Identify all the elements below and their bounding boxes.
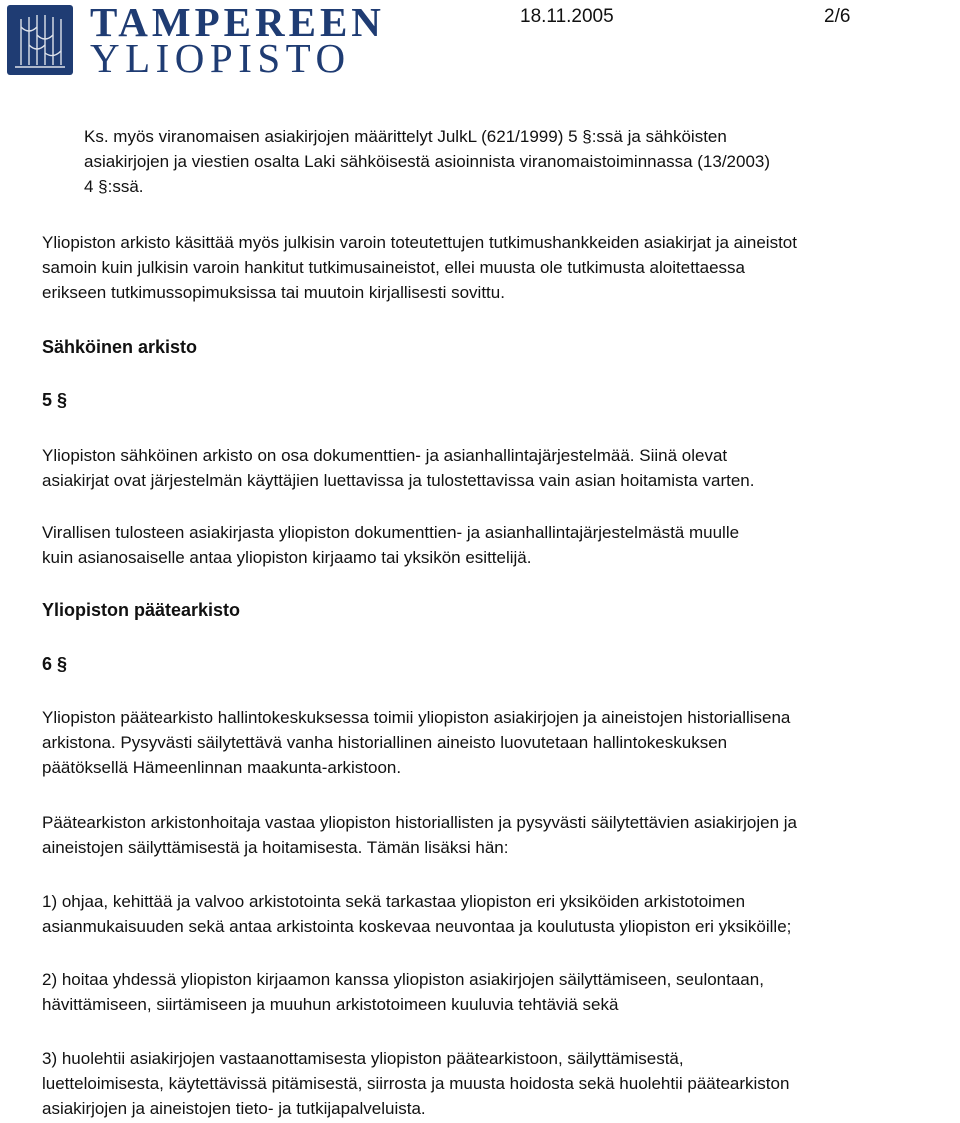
electronic-paragraph-1 <box>42 443 754 493</box>
heading-final-archive: Yliopiston päätearkisto <box>42 600 241 620</box>
final-paragraph-1 <box>42 705 790 780</box>
duty-item-1 <box>42 889 791 939</box>
text-line: samoin kuin julkisin varoin hankitut tutkimusaineistot, ellei muusta ole tutkimusta aloitettaessa <box>42 258 746 277</box>
text-line: luetteloimisesta, käytettävissä pitämisestä, siirrosta ja muusta hoidosta sekä huolehtii päätearkiston <box>42 1074 790 1093</box>
text-line: asiakirjojen ja aineistojen tieto- ja tutkijapalveluista. <box>42 1099 426 1118</box>
text-line: päätöksellä Hämeenlinnan maakunta-arkistoon. <box>42 758 402 777</box>
university-logo-icon <box>7 5 73 75</box>
text-line: arkistona. Pysyvästi säilytettävä vanha historiallinen aineisto luovutetaan hallintokeskuksen <box>42 733 728 752</box>
text-line: Yliopiston arkisto käsittää myös julkisin varoin toteutettujen tutkimushankkeiden asiakirjat ja aineistot <box>42 233 797 252</box>
text-line: 1) ohjaa, kehittää ja valvoo arkistotointa sekä tarkastaa yliopiston eri yksiköiden arkistotoimen <box>42 892 746 911</box>
archive-paragraph <box>42 230 797 305</box>
document-date: 18.11.2005 <box>520 6 614 27</box>
text-line: Ks. myös viranomaisen asiakirjojen määrittelyt JulkL (621/1999) 5 §:ssä ja sähköisten <box>84 127 727 146</box>
text-line: erikseen tutkimussopimuksissa tai muutoin kirjallisesti sovittu. <box>42 283 505 302</box>
section-6-label: 6 § <box>42 654 68 674</box>
electronic-paragraph-2 <box>42 520 739 570</box>
text-line: hävittämiseen, siirtämiseen ja muuhun arkistotoimeen kuuluvia tehtäviä sekä <box>42 995 619 1014</box>
intro-paragraph <box>84 124 770 199</box>
text-line: aineistojen säilyttämisestä ja hoitamisesta. Tämän lisäksi hän: <box>42 838 509 857</box>
text-line: kuin asianosaiselle antaa yliopiston kirjaamo tai yksikön esittelijä. <box>42 548 532 567</box>
section-5-label: 5 § <box>42 390 68 410</box>
logo-line-2: YLIOPISTO <box>90 35 351 81</box>
page-number: 2/6 <box>824 6 851 27</box>
final-paragraph-2 <box>42 810 797 860</box>
duty-item-2 <box>42 967 764 1017</box>
text-line: 3) huolehtii asiakirjojen vastaanottamisesta yliopiston päätearkistoon, säilyttämisestä, <box>42 1049 684 1068</box>
text-line: 2) hoitaa yhdessä yliopiston kirjaamon kanssa yliopiston asiakirjojen säilyttämiseen, seulontaan, <box>42 970 764 989</box>
duty-item-3 <box>42 1046 789 1121</box>
text-line: Virallisen tulosteen asiakirjasta yliopiston dokumenttien- ja asianhallintajärjestelmästä muulle <box>42 523 740 542</box>
page-header <box>0 0 960 80</box>
logo-line-1: TAMPEREEN <box>90 0 385 45</box>
text-line: asiakirjojen ja viestien osalta Laki sähköisestä asioinnista viranomaistoiminnassa (13/2003) <box>84 152 771 171</box>
text-line: Päätearkiston arkistonhoitaja vastaa yliopiston historiallisten ja pysyvästi säilytettävien asiakirjojen ja <box>42 813 797 832</box>
text-line: Yliopiston sähköinen arkisto on osa dokumenttien- ja asianhallintajärjestelmää. Siinä olevat <box>42 446 728 465</box>
heading-electronic-archive: Sähköinen arkisto <box>42 337 198 357</box>
text-line: asianmukaisuuden sekä antaa arkistointa koskevaa neuvontaa ja koulutusta yliopiston eri yksiköille; <box>42 917 792 936</box>
text-line: Yliopiston päätearkisto hallintokeskuksessa toimii yliopiston asiakirjojen ja aineistojen historiallisena <box>42 708 791 727</box>
text-line: asiakirjat ovat järjestelmän käyttäjien luettavissa ja tulostettavissa vain asian hoitamista varten. <box>42 471 755 490</box>
text-line: 4 §:ssä. <box>84 177 144 196</box>
